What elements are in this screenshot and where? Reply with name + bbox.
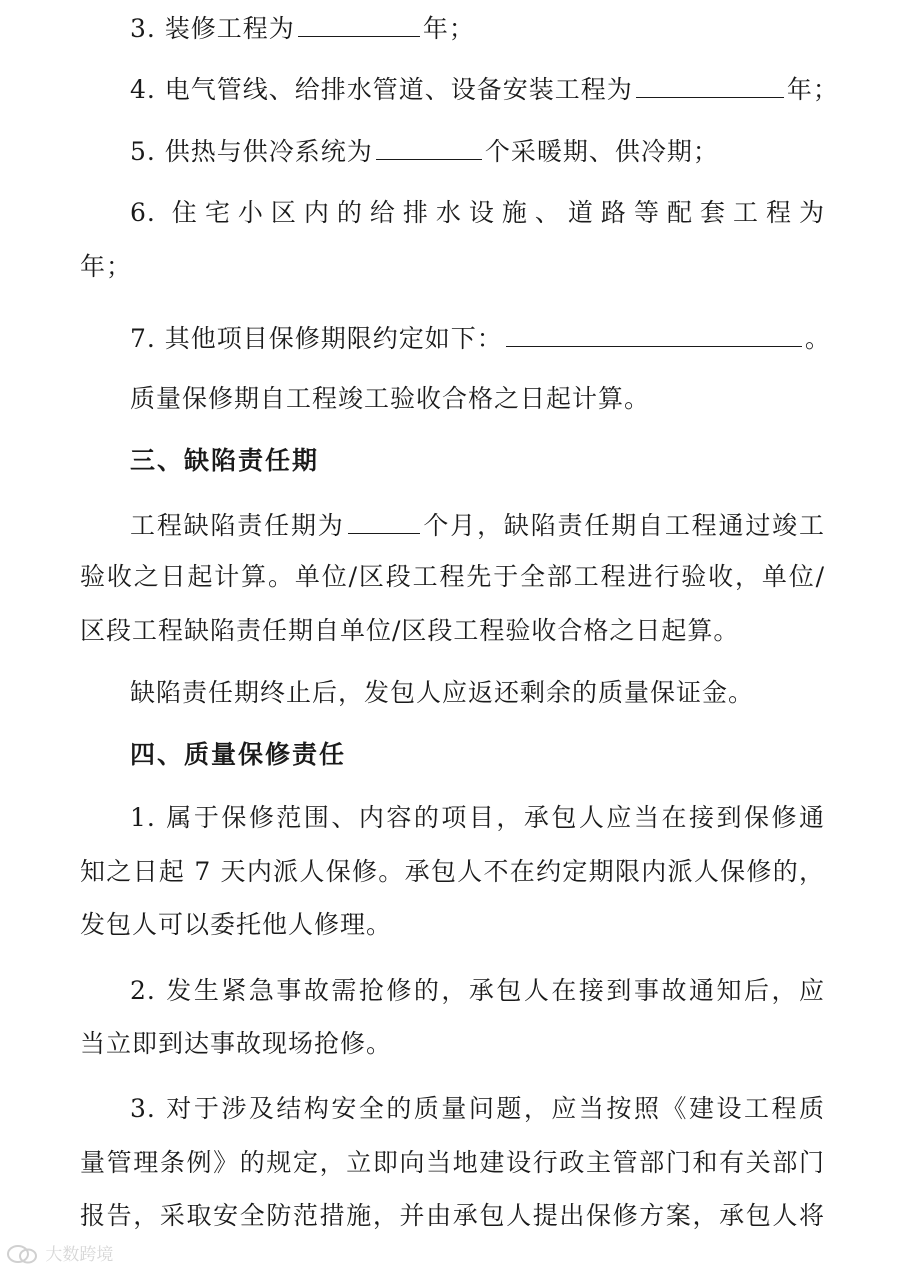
para-text: 工程缺陷责任期为 <box>130 511 345 540</box>
warranty-item-7 <box>130 320 831 354</box>
watermark-text: 大数跨境 <box>45 1245 114 1265</box>
watermark <box>6 1240 113 1270</box>
item-text-end: 。 <box>804 324 831 353</box>
fill-blank <box>506 320 802 347</box>
duty-item-1: 1. 属于保修范围、内容的项目，承包人应当在接到保修通 <box>130 803 825 832</box>
fill-blank <box>348 507 420 534</box>
para-text-cont: 个月，缺陷责任期自工程通过竣工 <box>422 511 825 540</box>
section-heading-defect-period: 三、缺陷责任期 <box>130 446 320 475</box>
item-text-end: 年； <box>786 75 839 104</box>
section-heading-warranty-duty: 四、质量保修责任 <box>130 740 347 769</box>
defect-period-para-line3: 区段工程缺陷责任期自单位/区段工程验收合格之日起算。 <box>80 616 740 645</box>
item-text-end: 个采暖期、供冷期； <box>484 137 719 166</box>
fill-blank <box>636 71 784 98</box>
duty-item-3-line2: 量管理条例》的规定，立即向当地建设行政主管部门和有关部门 <box>80 1148 825 1177</box>
duty-item-2-line2: 当立即到达事故现场抢修。 <box>80 1029 393 1058</box>
duty-item-2: 2. 发生紧急事故需抢修的，承包人在接到事故通知后，应 <box>130 976 825 1005</box>
warranty-item-6: 6. 住宅小区内的给排水设施、道路等配套工程为 <box>130 198 825 227</box>
defect-period-para <box>130 507 825 541</box>
warranty-start-note: 质量保修期自工程竣工验收合格之日起计算。 <box>130 384 651 413</box>
warranty-item-5 <box>130 133 825 167</box>
fill-blank <box>298 10 420 37</box>
item-text: 7. 其他项目保修期限约定如下： <box>130 324 503 353</box>
defect-period-end-para: 缺陷责任期终止后，发包人应返还剩余的质量保证金。 <box>130 678 755 707</box>
item-text: 3. 装修工程为 <box>130 14 295 43</box>
duty-item-1-line3: 发包人可以委托他人修理。 <box>80 910 393 939</box>
warranty-item-6-cont: 年； <box>80 252 133 281</box>
duty-item-3: 3. 对于涉及结构安全的质量问题，应当按照《建设工程质 <box>130 1094 825 1123</box>
item-text: 5. 供热与供冷系统为 <box>130 137 373 166</box>
duty-item-1-line2: 知之日起 7 天内派人保修。承包人不在约定期限内派人保修的， <box>80 857 825 886</box>
fill-blank <box>376 133 482 160</box>
item-text: 4. 电气管线、给排水管道、设备安装工程为 <box>130 75 633 104</box>
duty-item-3-line3: 报告，采取安全防范措施，并由承包人提出保修方案，承包人将 <box>80 1201 825 1230</box>
item-text-end: 年； <box>422 14 475 43</box>
warranty-item-4 <box>130 71 839 105</box>
warranty-item-3 <box>130 10 825 44</box>
chat-bubble-logo-icon <box>6 1243 40 1267</box>
defect-period-para-line2: 验收之日起计算。单位/区段工程先于全部工程进行验收，单位/ <box>80 562 825 591</box>
